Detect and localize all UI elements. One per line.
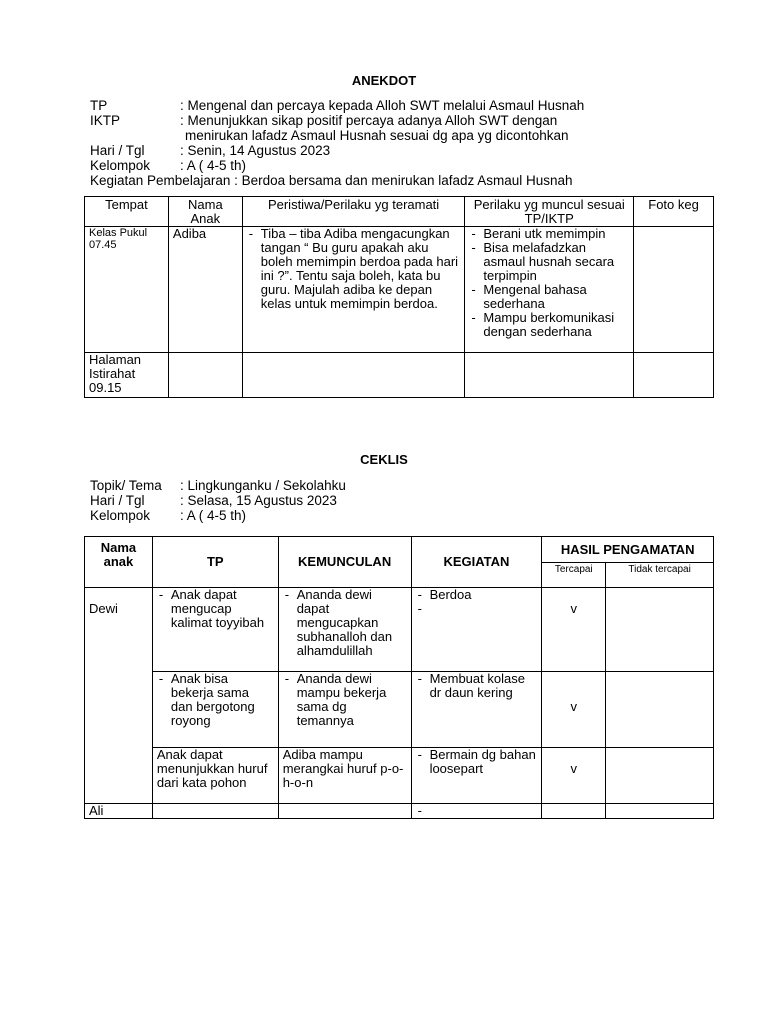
ceklis-header-row: [85, 537, 714, 563]
header-tempat: Tempat: [85, 197, 169, 227]
cell-nama: Adiba: [168, 227, 242, 353]
cell-perilaku: [465, 227, 634, 353]
header-tidak-tercapai: Tidak tercapai: [606, 563, 714, 588]
table-row: [85, 748, 714, 804]
iktp-value-continued: menirukan lafadz Asmaul Husnah sesuai dg apa yg dicontohkan: [185, 128, 569, 143]
kelompok-value: : A ( 4-5 th): [180, 508, 247, 523]
ceklis-table: [84, 536, 714, 819]
list-item: - Ananda dewi dapat mengucapkan subhanalloh dan alhamdulillah: [283, 588, 407, 658]
cell-tp: [152, 588, 278, 672]
list-item: - Bermain dg bahan loosepart: [416, 748, 538, 776]
header-tp: TP: [152, 537, 278, 588]
table-row: [85, 588, 714, 672]
iktp-value: : Menunjukkan sikap positif percaya adanya Alloh SWT dengan: [180, 113, 558, 128]
cell-tidak-tercapai: [606, 804, 714, 819]
list-item: - Ananda dewi mampu bekerja sama dg temannya: [283, 672, 407, 728]
cell-kemunculan: [278, 804, 411, 819]
topik-label: Topik/ Tema: [90, 478, 162, 493]
header-perilaku: Perilaku yg muncul sesuai TP/IKTP: [465, 197, 634, 227]
cell-tercapai: v: [542, 672, 606, 748]
cell-peristiwa: [242, 353, 465, 398]
header-kegiatan: KEGIATAN: [411, 537, 542, 588]
cell-kegiatan: [411, 748, 542, 804]
cell-kegiatan: [411, 804, 542, 819]
table-row: [85, 804, 714, 819]
cell-kemunculan: [278, 672, 411, 748]
cell-tp: Anak dapat menunjukkan huruf dari kata pohon: [152, 748, 278, 804]
list-item: - Anak bisa bekerja sama dan bergotong royong: [157, 672, 274, 728]
cell-nama: [168, 353, 242, 398]
cell-nama-dewi: Dewi: [85, 588, 153, 804]
hari-label: Hari / Tgl: [90, 143, 145, 158]
cell-kemunculan: [278, 588, 411, 672]
kegiatan-line: Kegiatan Pembelajaran : Berdoa bersama dan menirukan lafadz Asmaul Husnah: [90, 173, 573, 188]
cell-kegiatan: [411, 672, 542, 748]
cell-tidak-tercapai: [606, 588, 714, 672]
header-kemunculan: KEMUNCULAN: [278, 537, 411, 588]
table-row: [85, 353, 714, 398]
kelompok-label: Kelompok: [90, 158, 151, 173]
anekdot-header-row: [85, 197, 714, 227]
ceklis-meta: [90, 478, 730, 523]
cell-tidak-tercapai: [606, 748, 714, 804]
list-item: - Bisa melafadzkan asmaul husnah secara terpimpin: [469, 241, 629, 283]
cell-tidak-tercapai: [606, 672, 714, 748]
header-foto: Foto keg: [634, 197, 714, 227]
header-tercapai: Tercapai: [542, 563, 606, 588]
list-item: - Mampu berkomunikasi dengan sederhana: [469, 311, 629, 339]
kelompok-label: Kelompok: [90, 508, 151, 523]
cell-tercapai: v: [542, 748, 606, 804]
peristiwa-text: - Tiba – tiba Adiba mengacungkan tangan “ Bu guru apakah aku boleh memimpin berdoa pada hari ini ?”. Tentu saja boleh, kata bu guru. Majulah adiba ke depan kelas untuk memimpin berdoa.: [247, 227, 461, 311]
cell-perilaku: [465, 353, 634, 398]
list-item: - Anak dapat mengucap kalimat toyyibah: [157, 588, 274, 630]
tp-label: TP: [90, 98, 108, 113]
iktp-label: IKTP: [90, 113, 121, 128]
cell-kemunculan: Adiba mampu merangkai huruf p-o-h-o-n: [278, 748, 411, 804]
cell-tercapai: v: [542, 588, 606, 672]
anekdot-table: [84, 196, 714, 398]
hari-value: : Selasa, 15 Agustus 2023: [180, 493, 337, 508]
header-hasil-pengamatan: HASIL PENGAMATAN: [542, 537, 714, 563]
anekdot-title: ANEKDOT: [351, 73, 417, 88]
anekdot-meta: [90, 98, 730, 188]
cell-tempat: Kelas Pukul 07.45: [85, 227, 169, 353]
list-item: - Membuat kolase dr daun kering: [416, 672, 538, 700]
table-row: [85, 672, 714, 748]
kelompok-value: : A ( 4-5 th): [180, 158, 247, 173]
cell-tp: [152, 804, 278, 819]
header-nama-anak: Nama anak: [85, 537, 153, 588]
cell-kegiatan: [411, 588, 542, 672]
ceklis-title: CEKLIS: [360, 452, 408, 467]
list-item: - Berani utk memimpin: [469, 227, 629, 241]
cell-foto: [634, 353, 714, 398]
topik-value: : Lingkunganku / Sekolahku: [180, 478, 346, 493]
hari-value: : Senin, 14 Agustus 2023: [180, 143, 331, 158]
tp-value: : Mengenal dan percaya kepada Alloh SWT melalui Asmaul Husnah: [180, 98, 585, 113]
cell-peristiwa: [242, 227, 465, 353]
hari-label: Hari / Tgl: [90, 493, 145, 508]
cell-tercapai: [542, 804, 606, 819]
cell-foto: [634, 227, 714, 353]
cell-nama-ali: Ali: [85, 804, 153, 819]
table-row: [85, 227, 714, 353]
cell-tp: [152, 672, 278, 748]
list-item: - Mengenal bahasa sederhana: [469, 283, 629, 311]
header-peristiwa: Peristiwa/Perilaku yg teramati: [242, 197, 465, 227]
list-item: - Berdoa: [416, 588, 538, 602]
cell-tempat: Halaman Istirahat 09.15: [85, 353, 169, 398]
header-nama-anak: Nama Anak: [168, 197, 242, 227]
